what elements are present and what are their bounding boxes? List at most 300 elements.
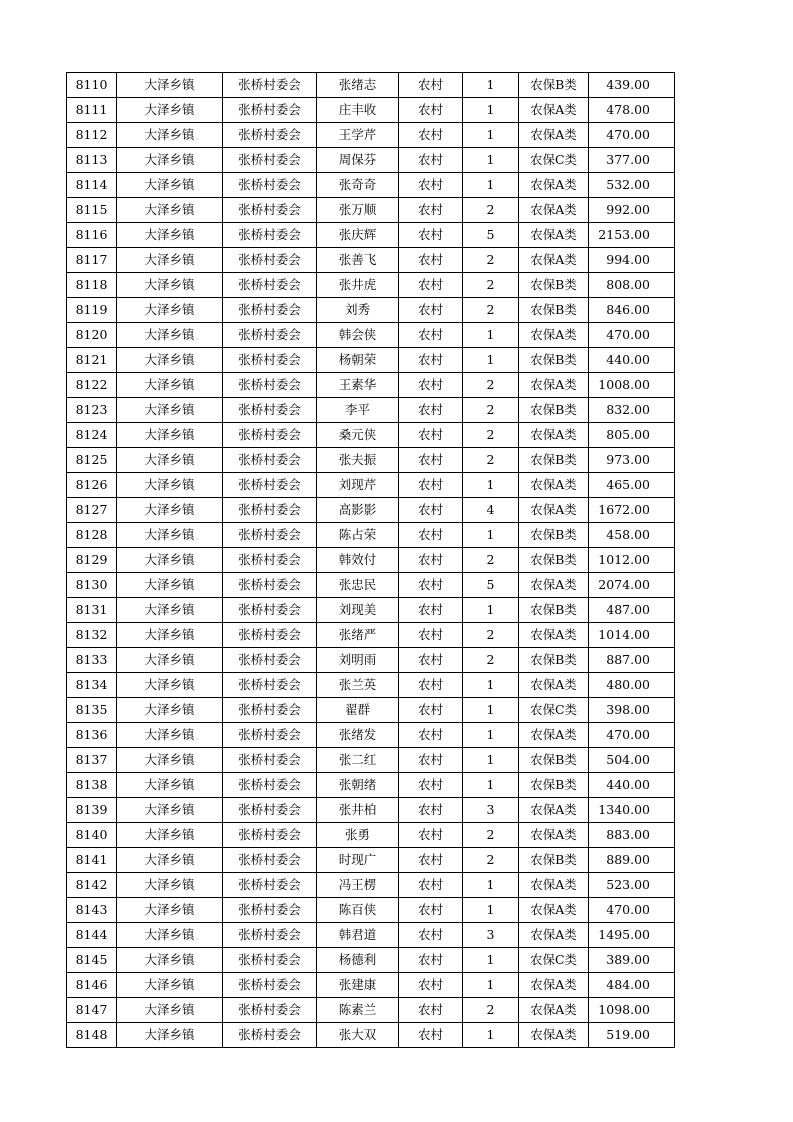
household-type-cell: 农村 (399, 273, 463, 298)
village-committee-cell: 张桥村委会 (223, 298, 317, 323)
person-name-cell: 张绪志 (317, 73, 399, 98)
amount-cell: 883.00 (589, 823, 675, 848)
household-type-cell: 农村 (399, 173, 463, 198)
town-cell: 大泽乡镇 (117, 548, 223, 573)
town-cell: 大泽乡镇 (117, 398, 223, 423)
record-id-cell: 8132 (67, 623, 117, 648)
person-name-cell: 张绪严 (317, 623, 399, 648)
person-name-cell: 庄丰收 (317, 98, 399, 123)
member-count-cell: 2 (463, 998, 519, 1023)
person-name-cell: 陈素兰 (317, 998, 399, 1023)
village-committee-cell: 张桥村委会 (223, 648, 317, 673)
insurance-category-cell: 农保A类 (519, 498, 589, 523)
member-count-cell: 1 (463, 598, 519, 623)
household-type-cell: 农村 (399, 873, 463, 898)
insurance-category-cell: 农保A类 (519, 98, 589, 123)
person-name-cell: 陈占荣 (317, 523, 399, 548)
member-count-cell: 2 (463, 848, 519, 873)
record-id-cell: 8145 (67, 948, 117, 973)
town-cell: 大泽乡镇 (117, 948, 223, 973)
insurance-category-cell: 农保B类 (519, 848, 589, 873)
household-type-cell: 农村 (399, 598, 463, 623)
member-count-cell: 2 (463, 398, 519, 423)
insurance-category-cell: 农保A类 (519, 198, 589, 223)
record-id-cell: 8131 (67, 598, 117, 623)
household-type-cell: 农村 (399, 223, 463, 248)
town-cell: 大泽乡镇 (117, 73, 223, 98)
record-id-cell: 8142 (67, 873, 117, 898)
record-id-cell: 8120 (67, 323, 117, 348)
household-type-cell: 农村 (399, 673, 463, 698)
person-name-cell: 刘秀 (317, 298, 399, 323)
insurance-category-cell: 农保B类 (519, 73, 589, 98)
amount-cell: 889.00 (589, 848, 675, 873)
record-id-cell: 8113 (67, 148, 117, 173)
amount-cell: 832.00 (589, 398, 675, 423)
record-id-cell: 8124 (67, 423, 117, 448)
household-type-cell: 农村 (399, 398, 463, 423)
town-cell: 大泽乡镇 (117, 248, 223, 273)
town-cell: 大泽乡镇 (117, 348, 223, 373)
insurance-category-cell: 农保C类 (519, 698, 589, 723)
village-committee-cell: 张桥村委会 (223, 148, 317, 173)
person-name-cell: 张井柏 (317, 798, 399, 823)
insurance-category-cell: 农保A类 (519, 223, 589, 248)
household-type-cell: 农村 (399, 698, 463, 723)
insurance-category-cell: 农保B类 (519, 748, 589, 773)
amount-cell: 440.00 (589, 773, 675, 798)
member-count-cell: 2 (463, 248, 519, 273)
record-id-cell: 8126 (67, 473, 117, 498)
table-row (67, 698, 675, 723)
table-row (67, 423, 675, 448)
table-row (67, 873, 675, 898)
person-name-cell: 张大双 (317, 1023, 399, 1048)
town-cell: 大泽乡镇 (117, 998, 223, 1023)
village-committee-cell: 张桥村委会 (223, 798, 317, 823)
table-row (67, 398, 675, 423)
village-committee-cell: 张桥村委会 (223, 998, 317, 1023)
document-table-container (66, 72, 674, 1048)
amount-cell: 1340.00 (589, 798, 675, 823)
town-cell: 大泽乡镇 (117, 1023, 223, 1048)
person-name-cell: 刘明雨 (317, 648, 399, 673)
household-type-cell: 农村 (399, 348, 463, 373)
table-row (67, 473, 675, 498)
table-row (67, 898, 675, 923)
record-id-cell: 8148 (67, 1023, 117, 1048)
insurance-category-cell: 农保A类 (519, 373, 589, 398)
table-row (67, 348, 675, 373)
record-id-cell: 8136 (67, 723, 117, 748)
record-id-cell: 8141 (67, 848, 117, 873)
amount-cell: 532.00 (589, 173, 675, 198)
village-committee-cell: 张桥村委会 (223, 173, 317, 198)
amount-cell: 994.00 (589, 248, 675, 273)
village-committee-cell: 张桥村委会 (223, 273, 317, 298)
record-id-cell: 8134 (67, 673, 117, 698)
record-id-cell: 8112 (67, 123, 117, 148)
town-cell: 大泽乡镇 (117, 773, 223, 798)
member-count-cell: 1 (463, 773, 519, 798)
person-name-cell: 张勇 (317, 823, 399, 848)
table-row (67, 923, 675, 948)
table-row (67, 498, 675, 523)
household-type-cell: 农村 (399, 548, 463, 573)
village-committee-cell: 张桥村委会 (223, 548, 317, 573)
amount-cell: 1014.00 (589, 623, 675, 648)
member-count-cell: 1 (463, 323, 519, 348)
household-type-cell: 农村 (399, 148, 463, 173)
town-cell: 大泽乡镇 (117, 723, 223, 748)
amount-cell: 470.00 (589, 123, 675, 148)
household-type-cell: 农村 (399, 573, 463, 598)
member-count-cell: 2 (463, 548, 519, 573)
table-row (67, 248, 675, 273)
household-type-cell: 农村 (399, 98, 463, 123)
insurance-category-cell: 农保B类 (519, 448, 589, 473)
table-row (67, 98, 675, 123)
town-cell: 大泽乡镇 (117, 223, 223, 248)
village-committee-cell: 张桥村委会 (223, 773, 317, 798)
table-row (67, 998, 675, 1023)
village-committee-cell: 张桥村委会 (223, 248, 317, 273)
insurance-category-cell: 农保A类 (519, 723, 589, 748)
village-committee-cell: 张桥村委会 (223, 723, 317, 748)
town-cell: 大泽乡镇 (117, 823, 223, 848)
village-committee-cell: 张桥村委会 (223, 598, 317, 623)
village-committee-cell: 张桥村委会 (223, 873, 317, 898)
person-name-cell: 李平 (317, 398, 399, 423)
table-row (67, 598, 675, 623)
household-type-cell: 农村 (399, 898, 463, 923)
town-cell: 大泽乡镇 (117, 698, 223, 723)
household-type-cell: 农村 (399, 623, 463, 648)
member-count-cell: 2 (463, 423, 519, 448)
insurance-category-cell: 农保A类 (519, 573, 589, 598)
amount-cell: 519.00 (589, 1023, 675, 1048)
village-committee-cell: 张桥村委会 (223, 223, 317, 248)
village-committee-cell: 张桥村委会 (223, 448, 317, 473)
member-count-cell: 2 (463, 448, 519, 473)
amount-cell: 470.00 (589, 323, 675, 348)
amount-cell: 1495.00 (589, 923, 675, 948)
record-id-cell: 8138 (67, 773, 117, 798)
person-name-cell: 张二红 (317, 748, 399, 773)
amount-cell: 1008.00 (589, 373, 675, 398)
town-cell: 大泽乡镇 (117, 423, 223, 448)
table-row (67, 798, 675, 823)
person-name-cell: 张庆辉 (317, 223, 399, 248)
village-committee-cell: 张桥村委会 (223, 698, 317, 723)
member-count-cell: 1 (463, 148, 519, 173)
table-row (67, 73, 675, 98)
table-row (67, 1023, 675, 1048)
amount-cell: 1012.00 (589, 548, 675, 573)
town-cell: 大泽乡镇 (117, 748, 223, 773)
record-id-cell: 8116 (67, 223, 117, 248)
member-count-cell: 2 (463, 648, 519, 673)
insurance-category-cell: 农保B类 (519, 298, 589, 323)
insurance-category-cell: 农保B类 (519, 348, 589, 373)
household-type-cell: 农村 (399, 73, 463, 98)
amount-cell: 487.00 (589, 598, 675, 623)
record-id-cell: 8139 (67, 798, 117, 823)
amount-cell: 887.00 (589, 648, 675, 673)
record-id-cell: 8130 (67, 573, 117, 598)
person-name-cell: 张绪发 (317, 723, 399, 748)
person-name-cell: 张奇奇 (317, 173, 399, 198)
town-cell: 大泽乡镇 (117, 323, 223, 348)
table-row (67, 748, 675, 773)
record-id-cell: 8144 (67, 923, 117, 948)
town-cell: 大泽乡镇 (117, 523, 223, 548)
record-id-cell: 8110 (67, 73, 117, 98)
record-id-cell: 8147 (67, 998, 117, 1023)
insurance-category-cell: 农保B类 (519, 598, 589, 623)
town-cell: 大泽乡镇 (117, 148, 223, 173)
member-count-cell: 1 (463, 973, 519, 998)
member-count-cell: 1 (463, 123, 519, 148)
insurance-category-cell: 农保B类 (519, 523, 589, 548)
town-cell: 大泽乡镇 (117, 123, 223, 148)
household-type-cell: 农村 (399, 473, 463, 498)
household-type-cell: 农村 (399, 123, 463, 148)
village-committee-cell: 张桥村委会 (223, 673, 317, 698)
person-name-cell: 张朝绪 (317, 773, 399, 798)
member-count-cell: 2 (463, 298, 519, 323)
town-cell: 大泽乡镇 (117, 598, 223, 623)
person-name-cell: 时现广 (317, 848, 399, 873)
household-type-cell: 农村 (399, 448, 463, 473)
household-type-cell: 农村 (399, 498, 463, 523)
member-count-cell: 1 (463, 173, 519, 198)
town-cell: 大泽乡镇 (117, 873, 223, 898)
insurance-category-cell: 农保A类 (519, 173, 589, 198)
member-count-cell: 5 (463, 223, 519, 248)
record-id-cell: 8129 (67, 548, 117, 573)
household-type-cell: 农村 (399, 298, 463, 323)
household-type-cell: 农村 (399, 998, 463, 1023)
member-count-cell: 2 (463, 373, 519, 398)
insurance-category-cell: 农保B类 (519, 548, 589, 573)
person-name-cell: 王学芹 (317, 123, 399, 148)
amount-cell: 2153.00 (589, 223, 675, 248)
member-count-cell: 1 (463, 698, 519, 723)
person-name-cell: 高影影 (317, 498, 399, 523)
amount-cell: 805.00 (589, 423, 675, 448)
village-committee-cell: 张桥村委会 (223, 748, 317, 773)
record-id-cell: 8146 (67, 973, 117, 998)
member-count-cell: 3 (463, 798, 519, 823)
member-count-cell: 2 (463, 198, 519, 223)
insurance-category-cell: 农保A类 (519, 823, 589, 848)
record-id-cell: 8137 (67, 748, 117, 773)
village-committee-cell: 张桥村委会 (223, 398, 317, 423)
record-id-cell: 8127 (67, 498, 117, 523)
insurance-category-cell: 农保A类 (519, 898, 589, 923)
amount-cell: 478.00 (589, 98, 675, 123)
record-id-cell: 8122 (67, 373, 117, 398)
town-cell: 大泽乡镇 (117, 98, 223, 123)
village-committee-cell: 张桥村委会 (223, 98, 317, 123)
member-count-cell: 1 (463, 348, 519, 373)
member-count-cell: 2 (463, 823, 519, 848)
amount-cell: 973.00 (589, 448, 675, 473)
table-row (67, 648, 675, 673)
insurance-category-cell: 农保A类 (519, 423, 589, 448)
amount-cell: 465.00 (589, 473, 675, 498)
record-id-cell: 8115 (67, 198, 117, 223)
amount-cell: 846.00 (589, 298, 675, 323)
record-id-cell: 8121 (67, 348, 117, 373)
table-row (67, 823, 675, 848)
table-row (67, 973, 675, 998)
village-committee-cell: 张桥村委会 (223, 898, 317, 923)
member-count-cell: 2 (463, 273, 519, 298)
record-id-cell: 8111 (67, 98, 117, 123)
record-id-cell: 8123 (67, 398, 117, 423)
town-cell: 大泽乡镇 (117, 673, 223, 698)
village-committee-cell: 张桥村委会 (223, 848, 317, 873)
amount-cell: 808.00 (589, 273, 675, 298)
town-cell: 大泽乡镇 (117, 848, 223, 873)
person-name-cell: 张善飞 (317, 248, 399, 273)
insurance-category-cell: 农保A类 (519, 473, 589, 498)
town-cell: 大泽乡镇 (117, 373, 223, 398)
insurance-category-cell: 农保A类 (519, 1023, 589, 1048)
household-type-cell: 农村 (399, 648, 463, 673)
record-id-cell: 8140 (67, 823, 117, 848)
table-body (67, 73, 675, 1048)
table-row (67, 948, 675, 973)
village-committee-cell: 张桥村委会 (223, 948, 317, 973)
amount-cell: 440.00 (589, 348, 675, 373)
town-cell: 大泽乡镇 (117, 198, 223, 223)
amount-cell: 1098.00 (589, 998, 675, 1023)
household-type-cell: 农村 (399, 1023, 463, 1048)
town-cell: 大泽乡镇 (117, 623, 223, 648)
insurance-category-cell: 农保A类 (519, 323, 589, 348)
person-name-cell: 张忠民 (317, 573, 399, 598)
village-committee-cell: 张桥村委会 (223, 498, 317, 523)
person-name-cell: 张井虎 (317, 273, 399, 298)
household-type-cell: 农村 (399, 923, 463, 948)
person-name-cell: 张建康 (317, 973, 399, 998)
amount-cell: 470.00 (589, 898, 675, 923)
village-committee-cell: 张桥村委会 (223, 323, 317, 348)
member-count-cell: 4 (463, 498, 519, 523)
record-id-cell: 8117 (67, 248, 117, 273)
town-cell: 大泽乡镇 (117, 898, 223, 923)
member-count-cell: 1 (463, 873, 519, 898)
member-count-cell: 1 (463, 523, 519, 548)
person-name-cell: 韩会侠 (317, 323, 399, 348)
person-name-cell: 桑元侠 (317, 423, 399, 448)
amount-cell: 458.00 (589, 523, 675, 548)
amount-cell: 377.00 (589, 148, 675, 173)
member-count-cell: 2 (463, 623, 519, 648)
insurance-category-cell: 农保C类 (519, 148, 589, 173)
person-name-cell: 张兰英 (317, 673, 399, 698)
household-type-cell: 农村 (399, 798, 463, 823)
record-id-cell: 8125 (67, 448, 117, 473)
member-count-cell: 3 (463, 923, 519, 948)
person-name-cell: 杨德利 (317, 948, 399, 973)
village-committee-cell: 张桥村委会 (223, 123, 317, 148)
amount-cell: 504.00 (589, 748, 675, 773)
member-count-cell: 1 (463, 748, 519, 773)
person-name-cell: 韩效付 (317, 548, 399, 573)
insurance-category-cell: 农保C类 (519, 948, 589, 973)
table-row (67, 323, 675, 348)
town-cell: 大泽乡镇 (117, 473, 223, 498)
person-name-cell: 冯王楞 (317, 873, 399, 898)
record-id-cell: 8119 (67, 298, 117, 323)
insurance-category-cell: 农保A类 (519, 923, 589, 948)
table-row (67, 223, 675, 248)
person-name-cell: 陈百侠 (317, 898, 399, 923)
amount-cell: 470.00 (589, 723, 675, 748)
town-cell: 大泽乡镇 (117, 298, 223, 323)
member-count-cell: 1 (463, 473, 519, 498)
insurance-category-cell: 农保A类 (519, 123, 589, 148)
village-committee-cell: 张桥村委会 (223, 573, 317, 598)
amount-cell: 2074.00 (589, 573, 675, 598)
village-committee-cell: 张桥村委会 (223, 348, 317, 373)
person-name-cell: 张夫振 (317, 448, 399, 473)
table-row (67, 198, 675, 223)
member-count-cell: 1 (463, 898, 519, 923)
subsidy-table (66, 72, 675, 1048)
person-name-cell: 周保芬 (317, 148, 399, 173)
record-id-cell: 8143 (67, 898, 117, 923)
village-committee-cell: 张桥村委会 (223, 523, 317, 548)
insurance-category-cell: 农保A类 (519, 798, 589, 823)
table-row (67, 623, 675, 648)
village-committee-cell: 张桥村委会 (223, 473, 317, 498)
person-name-cell: 翟群 (317, 698, 399, 723)
village-committee-cell: 张桥村委会 (223, 823, 317, 848)
record-id-cell: 8135 (67, 698, 117, 723)
table-row (67, 548, 675, 573)
insurance-category-cell: 农保A类 (519, 623, 589, 648)
amount-cell: 439.00 (589, 73, 675, 98)
town-cell: 大泽乡镇 (117, 973, 223, 998)
village-committee-cell: 张桥村委会 (223, 73, 317, 98)
table-row (67, 123, 675, 148)
amount-cell: 1672.00 (589, 498, 675, 523)
household-type-cell: 农村 (399, 198, 463, 223)
record-id-cell: 8114 (67, 173, 117, 198)
village-committee-cell: 张桥村委会 (223, 1023, 317, 1048)
insurance-category-cell: 农保A类 (519, 673, 589, 698)
member-count-cell: 1 (463, 1023, 519, 1048)
table-row (67, 723, 675, 748)
town-cell: 大泽乡镇 (117, 923, 223, 948)
town-cell: 大泽乡镇 (117, 273, 223, 298)
amount-cell: 398.00 (589, 698, 675, 723)
table-row (67, 673, 675, 698)
town-cell: 大泽乡镇 (117, 173, 223, 198)
member-count-cell: 1 (463, 73, 519, 98)
village-committee-cell: 张桥村委会 (223, 973, 317, 998)
insurance-category-cell: 农保A类 (519, 998, 589, 1023)
village-committee-cell: 张桥村委会 (223, 923, 317, 948)
insurance-category-cell: 农保B类 (519, 773, 589, 798)
household-type-cell: 农村 (399, 748, 463, 773)
insurance-category-cell: 农保A类 (519, 248, 589, 273)
